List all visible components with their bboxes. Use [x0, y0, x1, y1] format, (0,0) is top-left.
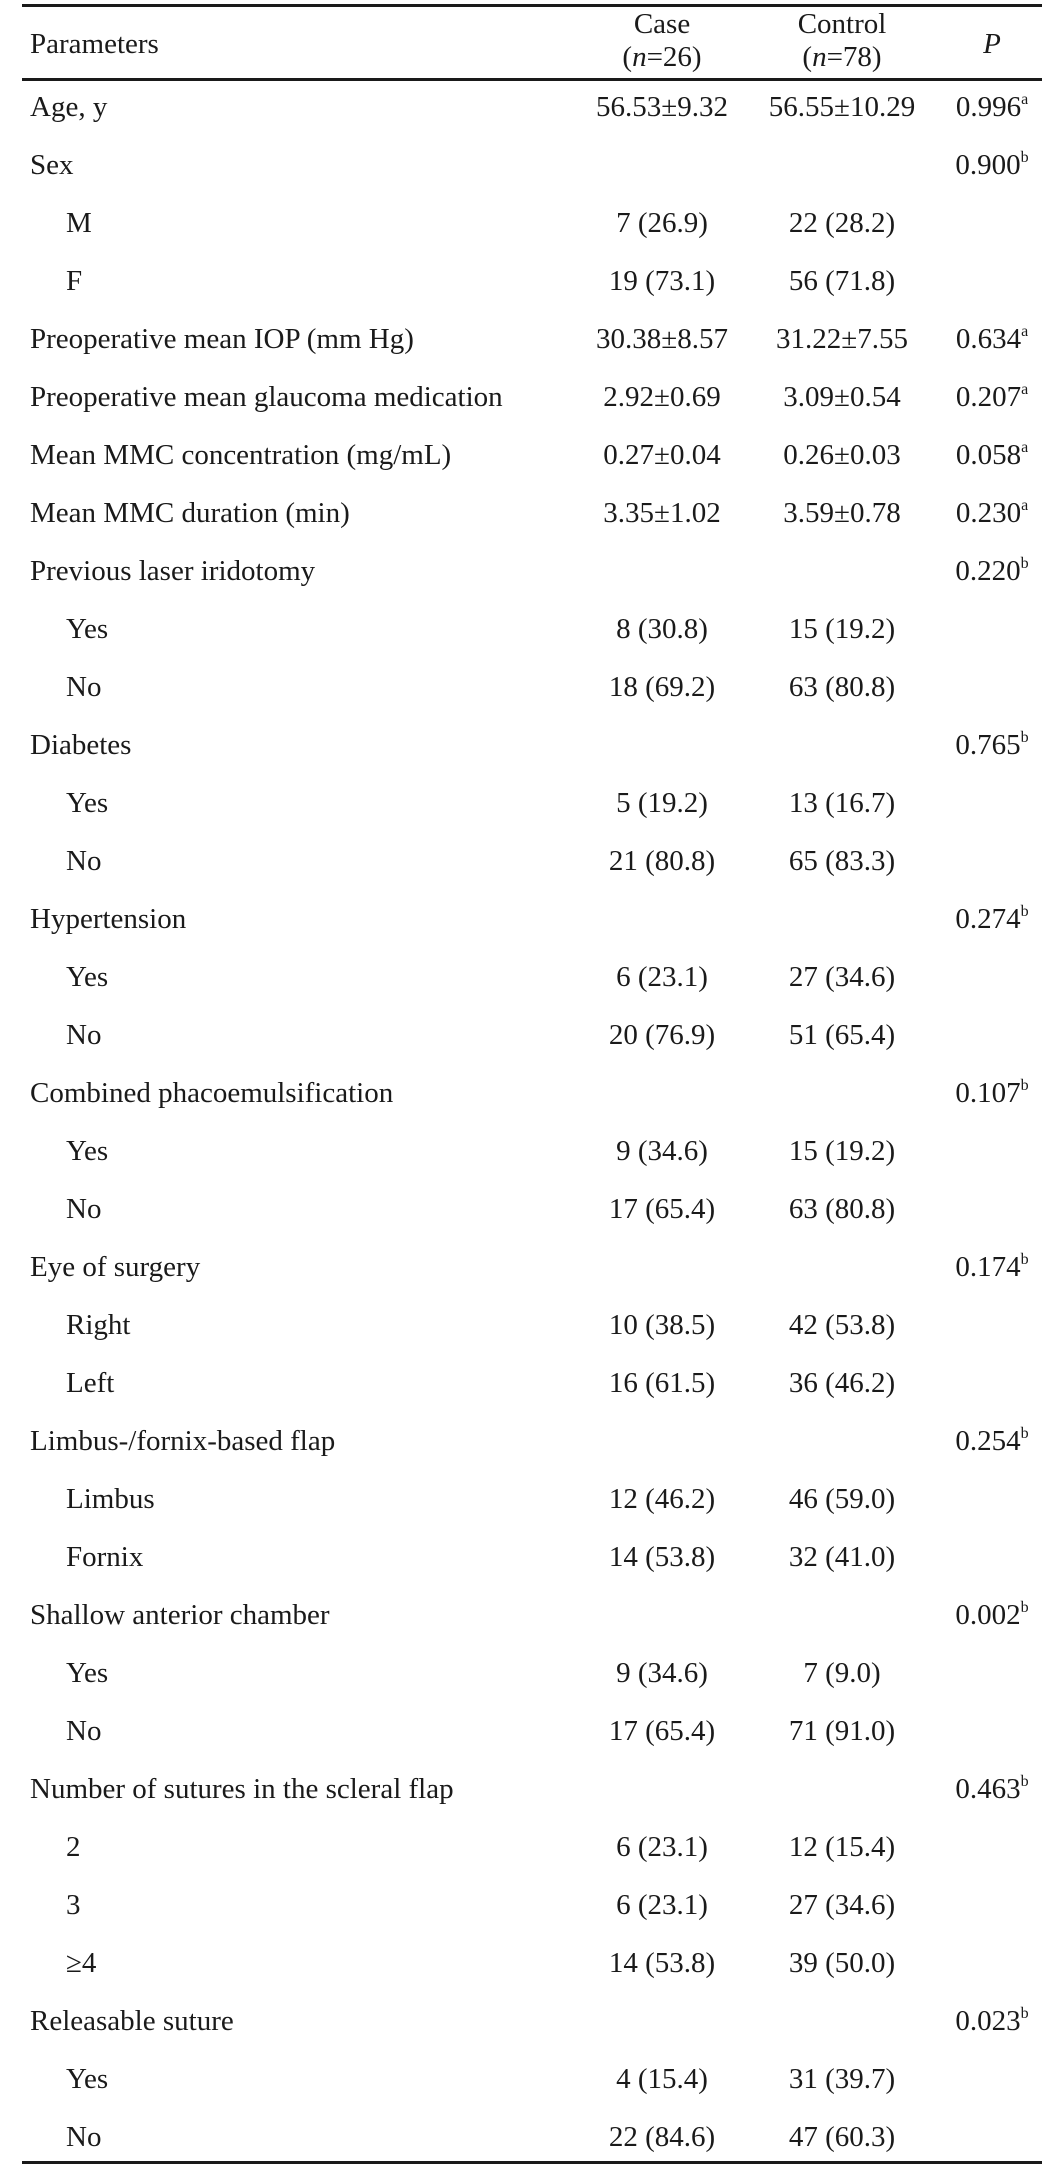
p-value: [947, 729, 1037, 762]
p-value-number: 0.058: [955, 439, 1022, 471]
row-label: Preoperative mean IOP (mm Hg): [30, 323, 414, 355]
header-parameters: Parameters: [30, 28, 159, 60]
table-row: [22, 1706, 1042, 1764]
table-row: [22, 1996, 1042, 2054]
p-value-superscript: b: [1020, 1599, 1029, 1616]
p-value-number: 0.107: [955, 1077, 1021, 1109]
row-label: Releasable suture: [30, 2005, 234, 2037]
row-label: Yes: [66, 613, 109, 645]
row-label: Preoperative mean glaucoma medication: [30, 381, 503, 413]
table-row: [22, 1822, 1042, 1880]
table-row: [22, 1880, 1042, 1938]
p-value: [947, 1425, 1037, 1458]
table-row: [22, 1242, 1042, 1300]
p-value-superscript: b: [1020, 1251, 1029, 1268]
p-value-superscript: a: [1021, 381, 1029, 398]
table-row: [22, 1416, 1042, 1474]
p-value-superscript: a: [1021, 323, 1029, 340]
case-value: 14 (53.8): [608, 1541, 716, 1573]
table-row: [22, 1474, 1042, 1532]
p-value-number: 0.765: [955, 729, 1021, 761]
table-row: [22, 836, 1042, 894]
row-label: Limbus: [66, 1483, 155, 1515]
row-label: No: [66, 1019, 102, 1051]
control-value: 71 (91.0): [788, 1715, 896, 1747]
control-value: 65 (83.3): [788, 845, 896, 877]
control-value: 39 (50.0): [788, 1947, 896, 1979]
case-value: 4 (15.4): [616, 2063, 708, 2095]
row-label: Right: [66, 1309, 131, 1341]
case-value: 21 (80.8): [608, 845, 716, 877]
control-value: 3.09±0.54: [783, 381, 901, 413]
table-row: [22, 372, 1042, 430]
table-row: [22, 1764, 1042, 1822]
table-row: [22, 1300, 1042, 1358]
case-value: 6 (23.1): [616, 1831, 708, 1863]
table-row: [22, 894, 1042, 952]
case-value: 10 (38.5): [608, 1309, 716, 1341]
p-value-superscript: b: [1020, 1077, 1029, 1094]
p-value-superscript: b: [1020, 1425, 1029, 1442]
table-row: [22, 1358, 1042, 1416]
table-row: [22, 1532, 1042, 1590]
control-value: 47 (60.3): [788, 2121, 896, 2153]
case-value: 9 (34.6): [616, 1657, 708, 1689]
row-label: F: [66, 265, 83, 297]
table-row: [22, 604, 1042, 662]
header-control-label: Control: [797, 8, 887, 40]
header-control-n-symbol: n: [812, 41, 827, 73]
p-value-superscript: a: [1021, 91, 1029, 108]
case-value: 12 (46.2): [608, 1483, 716, 1515]
row-label: Shallow anterior chamber: [30, 1599, 330, 1631]
p-value-number: 0.174: [955, 1251, 1021, 1283]
control-value: 0.26±0.03: [783, 439, 901, 471]
row-label: Yes: [66, 961, 109, 993]
p-value: [947, 555, 1037, 588]
row-label: Number of sutures in the scleral flap: [30, 1773, 454, 1805]
table-body: [22, 82, 1042, 2170]
control-value: 7 (9.0): [803, 1657, 881, 1689]
p-value-superscript: b: [1020, 729, 1029, 746]
table-row: [22, 546, 1042, 604]
p-value: [947, 381, 1037, 414]
case-value: 30.38±8.57: [596, 323, 728, 355]
p-value: [947, 1251, 1037, 1284]
control-value: 51 (65.4): [788, 1019, 896, 1051]
control-value: 42 (53.8): [788, 1309, 896, 1341]
case-value: 18 (69.2): [608, 671, 716, 703]
table-row: [22, 488, 1042, 546]
p-value: [947, 1773, 1037, 1806]
header-control-n: (n=78): [802, 41, 882, 73]
p-value-number: 0.220: [955, 555, 1021, 587]
case-value: 8 (30.8): [616, 613, 708, 645]
table-row: [22, 1938, 1042, 1996]
control-value: 31 (39.7): [788, 2063, 896, 2095]
row-label: 3: [66, 1889, 81, 1921]
header-case-label: Case: [633, 8, 691, 40]
table-header: [22, 8, 1042, 76]
case-value: 6 (23.1): [616, 1889, 708, 1921]
control-value: 22 (28.2): [788, 207, 896, 239]
row-label: Yes: [66, 787, 109, 819]
control-value: 32 (41.0): [788, 1541, 896, 1573]
p-value-number: 0.230: [955, 497, 1022, 529]
table-row: [22, 430, 1042, 488]
p-value: [947, 903, 1037, 936]
table-row: [22, 198, 1042, 256]
row-label: ≥4: [66, 1947, 97, 1979]
table-row: [22, 256, 1042, 314]
p-value: [947, 1599, 1037, 1632]
top-rule: [22, 4, 1042, 7]
p-value-superscript: b: [1020, 2005, 1029, 2022]
p-value-number: 0.254: [955, 1425, 1021, 1457]
table-row: [22, 1068, 1042, 1126]
header-case-n-symbol: n: [632, 41, 647, 73]
row-label: M: [66, 207, 92, 239]
p-value: [947, 439, 1037, 472]
p-value-superscript: a: [1021, 497, 1029, 514]
p-value-number: 0.023: [955, 2005, 1021, 2037]
case-value: 56.53±9.32: [596, 91, 728, 123]
row-label: Combined phacoemulsification: [30, 1077, 394, 1109]
case-value: 19 (73.1): [608, 265, 716, 297]
control-value: 15 (19.2): [788, 613, 896, 645]
row-label: No: [66, 1193, 102, 1225]
case-value: 7 (26.9): [616, 207, 708, 239]
table-row: [22, 1010, 1042, 1068]
table-row: [22, 1648, 1042, 1706]
control-value: 15 (19.2): [788, 1135, 896, 1167]
header-control: [732, 8, 952, 74]
header-p-value: P: [983, 28, 1001, 60]
row-label: Fornix: [66, 1541, 144, 1573]
row-label: No: [66, 671, 102, 703]
table-row: [22, 662, 1042, 720]
row-label: Hypertension: [30, 903, 187, 935]
control-value: 12 (15.4): [788, 1831, 896, 1863]
table-row: [22, 952, 1042, 1010]
table-row: [22, 82, 1042, 140]
table-row: [22, 2054, 1042, 2112]
row-label: No: [66, 845, 102, 877]
row-label: Age, y: [30, 91, 108, 123]
header-rule: [22, 78, 1042, 81]
bottom-rule: [22, 2161, 1042, 2164]
control-value: 46 (59.0): [788, 1483, 896, 1515]
p-value: [947, 1077, 1037, 1110]
control-value: 27 (34.6): [788, 1889, 896, 1921]
table-row: [22, 778, 1042, 836]
case-value: 17 (65.4): [608, 1715, 716, 1747]
control-value: 13 (16.7): [788, 787, 896, 819]
control-value: 31.22±7.55: [776, 323, 908, 355]
case-value: 16 (61.5): [608, 1367, 716, 1399]
control-value: 63 (80.8): [788, 1193, 896, 1225]
row-label: Previous laser iridotomy: [30, 555, 316, 587]
row-label: Yes: [66, 2063, 109, 2095]
p-value-number: 0.463: [955, 1773, 1021, 1805]
p-value-superscript: a: [1021, 439, 1029, 456]
p-value-number: 0.002: [955, 1599, 1021, 1631]
control-value: 56 (71.8): [788, 265, 896, 297]
p-value-superscript: b: [1020, 1773, 1029, 1790]
p-value-number: 0.996: [955, 91, 1022, 123]
p-value-superscript: b: [1020, 555, 1029, 572]
case-value: 22 (84.6): [608, 2121, 716, 2153]
case-value: 0.27±0.04: [603, 439, 721, 471]
row-label: Mean MMC duration (min): [30, 497, 350, 529]
p-value-number: 0.634: [955, 323, 1022, 355]
p-value: [947, 323, 1037, 356]
p-value-superscript: b: [1020, 903, 1029, 920]
row-label: Yes: [66, 1135, 109, 1167]
table-row: [22, 1590, 1042, 1648]
p-value: [947, 2005, 1037, 2038]
table-row: [22, 314, 1042, 372]
header-control-n-count: =78: [826, 41, 872, 73]
p-value-number: 0.900: [955, 149, 1021, 181]
header-case-n-count: =26: [646, 41, 692, 73]
row-label: Mean MMC concentration (mg/mL): [30, 439, 452, 471]
case-value: 5 (19.2): [616, 787, 708, 819]
p-value-superscript: b: [1020, 149, 1029, 166]
case-value: 2.92±0.69: [603, 381, 721, 413]
table-row: [22, 1126, 1042, 1184]
row-label: Left: [66, 1367, 115, 1399]
p-value-number: 0.274: [955, 903, 1021, 935]
control-value: 56.55±10.29: [768, 91, 916, 123]
table-row: [22, 720, 1042, 778]
case-value: 9 (34.6): [616, 1135, 708, 1167]
p-value-number: 0.207: [955, 381, 1022, 413]
case-value: 17 (65.4): [608, 1193, 716, 1225]
case-value: 3.35±1.02: [603, 497, 721, 529]
row-label: Sex: [30, 149, 74, 181]
control-value: 36 (46.2): [788, 1367, 896, 1399]
control-value: 63 (80.8): [788, 671, 896, 703]
row-label: Diabetes: [30, 729, 132, 761]
case-value: 20 (76.9): [608, 1019, 716, 1051]
p-value: [947, 149, 1037, 182]
table-row: [22, 140, 1042, 198]
row-label: 2: [66, 1831, 81, 1863]
control-value: 27 (34.6): [788, 961, 896, 993]
table-row: [22, 1184, 1042, 1242]
p-value: [947, 497, 1037, 530]
row-label: No: [66, 2121, 102, 2153]
header-case-n: (n=26): [622, 41, 702, 73]
row-label: Limbus-/fornix-based flap: [30, 1425, 336, 1457]
row-label: Eye of surgery: [30, 1251, 201, 1283]
p-value: [947, 91, 1037, 124]
row-label: No: [66, 1715, 102, 1747]
case-value: 14 (53.8): [608, 1947, 716, 1979]
row-label: Yes: [66, 1657, 109, 1689]
control-value: 3.59±0.78: [783, 497, 901, 529]
case-value: 6 (23.1): [616, 961, 708, 993]
